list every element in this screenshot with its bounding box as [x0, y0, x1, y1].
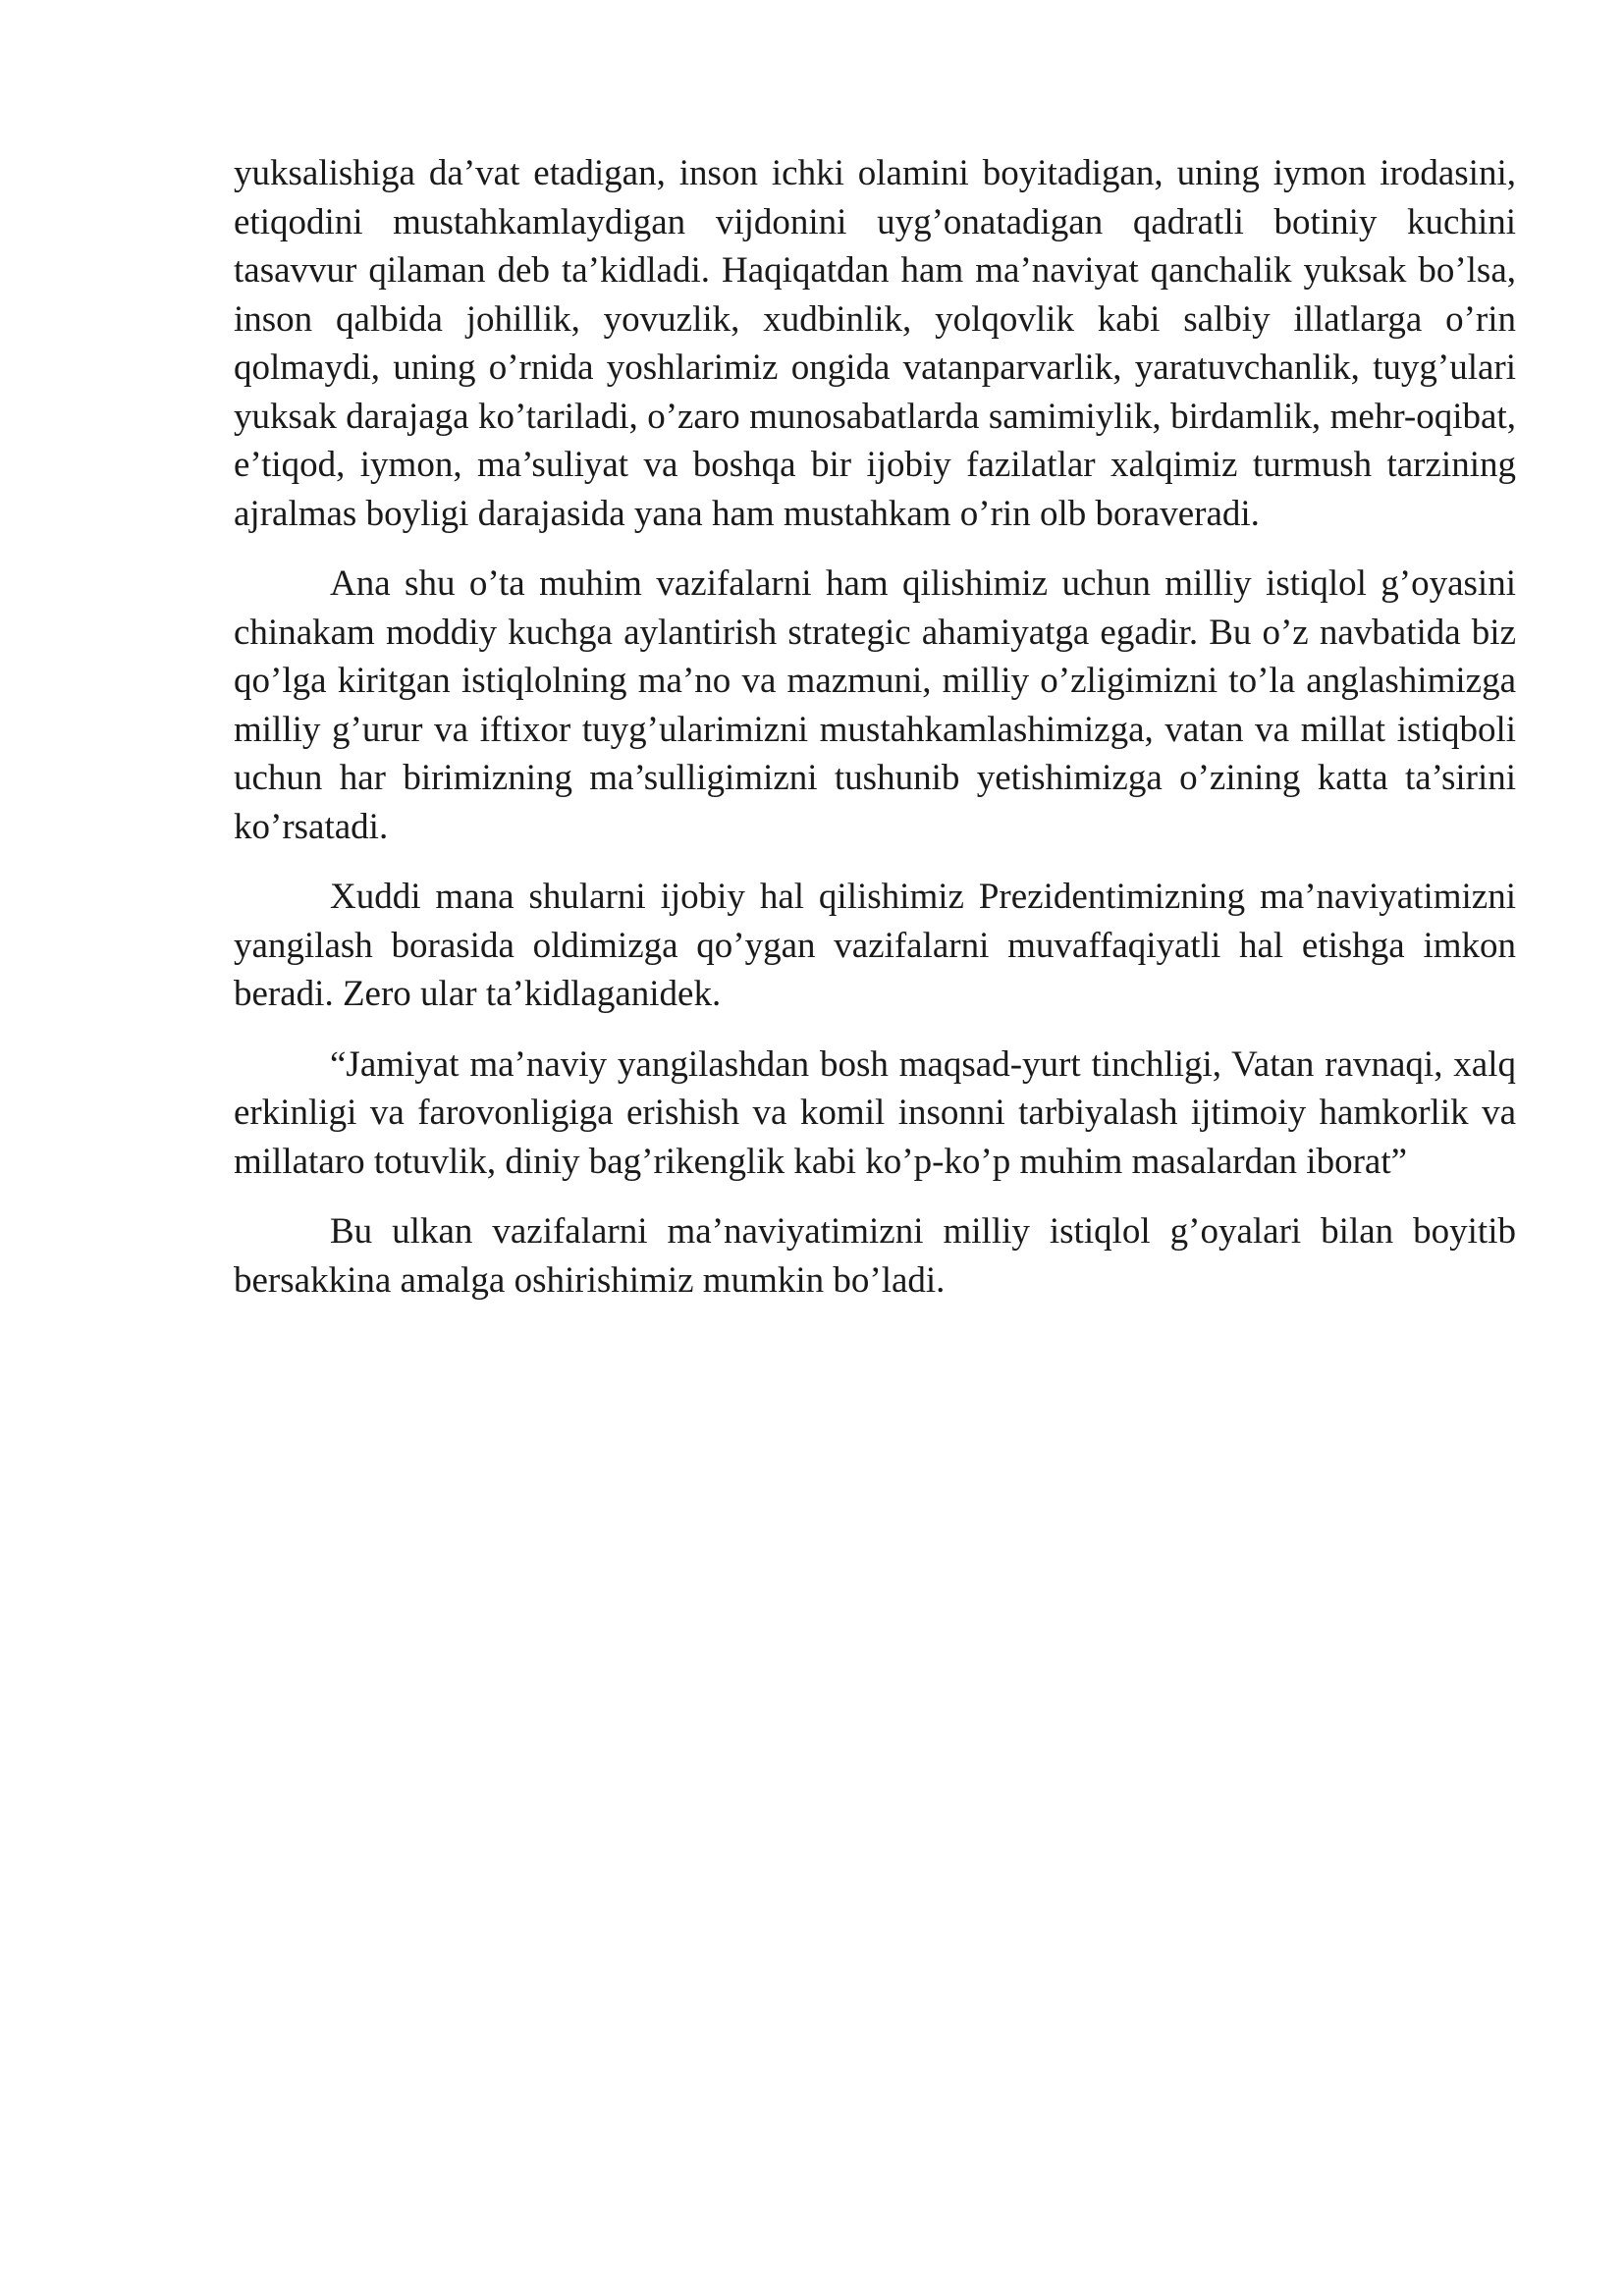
paragraph-continuation: yuksalishiga da’vat etadigan, inson ichki olamini boyitadigan, uning iymon irodasini, etiqodini mustahkamlaydigan vijdonini uyg’onatadigan qadratli botiniy kuchini tasavvur qilaman deb ta’kidladi. Haqiqatdan ham ma’naviyat qanchalik yuksak bo’lsa, inson qalbida johillik, yovuzlik, xudbinlik, yolqovlik kabi salbiy illatlarga o’rin qolmaydi, uning o’rnida yoshlarimiz ongida vatanparvarlik, yaratuvchanlik, tuyg’ulari yuksak darajaga ko’tariladi, o’zaro munosabatlarda samimiylik, birdamlik, mehr-oqibat, e’tiqod, iymon, ma’suliyat va boshqa bir ijobiy fazilatlar xalqimiz turmush tarzining ajralmas boyligi darajasida yana ham mustahkam o’rin olb boraveradi. — [234, 153, 1516, 534]
body-text — [234, 149, 1516, 1326]
paragraph-5: Bu ulkan vazifalarni ma’naviyatimizni milliy istiqlol g’oyalari bilan boyitib bersakkina amalga oshirishimiz mumkin bo’ladi. — [234, 1211, 1516, 1301]
paragraph-2: Ana shu o’ta muhim vazifalarni ham qilishimiz uchun milliy istiqlol g’oyasini chinakam moddiy kuchga aylantirish strategic ahamiyatga egadir. Bu o’z navbatida biz qo’lga kiritgan istiqlolning ma’no va mazmuni, milliy o’zligimizni to’la anglashimizga milliy g’urur va iftixor tuyg’ularimizni mustahkamlashimizga, vatan va millat istiqboli uchun har birimizning ma’sulligimizni tushunib yetishimizga o’zining katta ta’sirini ko’rsatadi. — [234, 563, 1516, 847]
paragraph-quote: “Jamiyat ma’naviy yangilashdan bosh maqsad-yurt tinchligi, Vatan ravnaqi, xalq erkinligi va farovonligiga erishish va komil insonni tarbiyalash ijtimoiy hamkorlik va millataro totuvlik, diniy bag’rikenglik kabi ko’p-ko’p muhim masalardan iborat” — [234, 1043, 1516, 1182]
paragraph-3: Xuddi mana shularni ijobiy hal qilishimiz Prezidentimizning ma’naviyatimizni yangilash borasida oldimizga qo’ygan vazifalarni muvaffaqiyatli hal etishga imkon beradi. Zero ular ta’kidlaganidek. — [234, 877, 1516, 1014]
